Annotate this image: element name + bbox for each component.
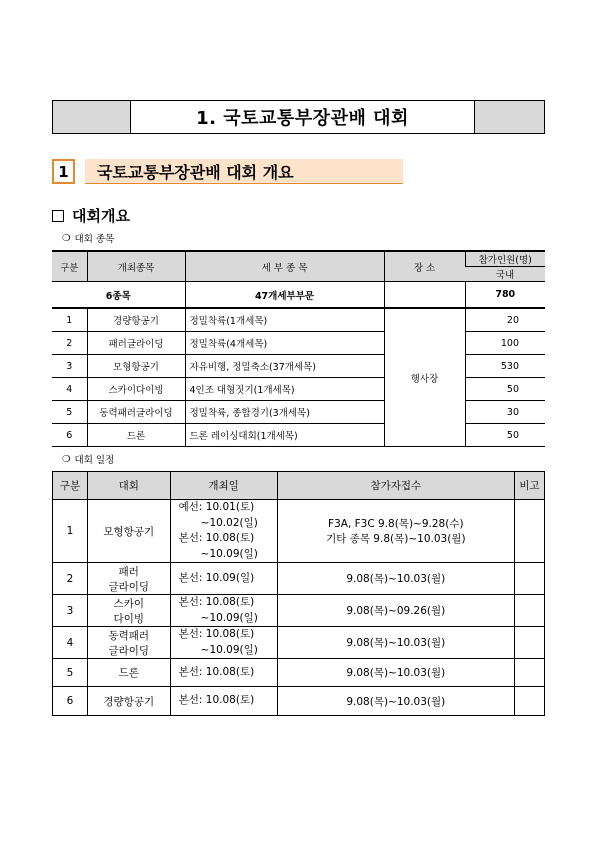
row-no: 3 (52, 355, 87, 378)
row-no: 4 (53, 627, 88, 659)
row-event: 경량항공기 (87, 308, 185, 332)
date-line: 본선: 10.09(일) (178, 571, 255, 584)
date-line: 본선: 10.08(토) (178, 628, 255, 640)
row-detail: 드론 레이싱대회(1개세목) (185, 424, 384, 447)
summary-count: 780 (465, 282, 545, 309)
date-line: ~10.09(일) (200, 611, 258, 624)
event-line: 글라이딩 (108, 580, 150, 593)
section-label: 국토교통부장관배 대회 개요 (85, 159, 403, 184)
table-row (52, 308, 545, 332)
circle-bullet-icon: ❍ (62, 453, 71, 465)
row-date (170, 627, 277, 659)
row-note (515, 500, 545, 563)
table-row (53, 659, 545, 687)
row-note (515, 687, 545, 716)
row-detail: 자유비행, 정밀축소(37개세목) (185, 355, 384, 378)
row-no: 2 (52, 332, 87, 355)
row-date (170, 595, 277, 627)
row-event: 모형항공기 (87, 500, 170, 563)
venue-merged-cell: 행사장 (384, 308, 465, 447)
header-venue: 장 소 (384, 251, 465, 282)
title-bar-left-cell (53, 101, 131, 133)
summary-detail: 47개세부부문 (185, 282, 384, 309)
subheading-events (62, 231, 114, 245)
registration-line: 9.08(목)~10.03(월) (346, 667, 446, 679)
registration-line: F3A, F3C 9.8(목)~9.28(수) (328, 518, 464, 530)
event-line: 글라이딩 (108, 644, 150, 657)
date-line: 본선: 10.08(토) (178, 665, 255, 678)
subheading-schedule (62, 452, 114, 466)
registration-line: 기타 종목 9.8(목)~10.03(월) (326, 533, 466, 545)
row-no: 6 (53, 687, 88, 716)
row-registration (277, 595, 514, 627)
table-row (53, 687, 545, 716)
table-row (52, 378, 545, 401)
table-row (52, 332, 545, 355)
row-event: 경량항공기 (87, 687, 170, 716)
row-event (87, 563, 170, 595)
circle-bullet-icon: ❍ (62, 232, 71, 244)
row-detail: 정밀착륙, 종합경기(3개세목) (185, 401, 384, 424)
summary-row (52, 282, 545, 309)
document-title: 1. 국토교통부장관배 대회 (196, 108, 409, 129)
event-line: 패러 (118, 565, 139, 578)
subheading-schedule-text: 대회 일정 (74, 455, 115, 466)
registration-line: 9.08(목)~09.26(월) (346, 605, 446, 617)
row-note (515, 563, 545, 595)
row-no: 3 (53, 595, 88, 627)
row-no: 6 (52, 424, 87, 447)
header-date: 개최일 (170, 472, 277, 500)
header-event: 대회 (87, 472, 170, 500)
header-gubun: 구분 (52, 251, 87, 282)
row-date (170, 687, 277, 716)
row-detail: 정밀착륙(4개세목) (185, 332, 384, 355)
overview-heading (52, 205, 130, 226)
row-no: 1 (53, 500, 88, 563)
date-line: 본선: 10.08(토) (178, 532, 255, 544)
row-no: 5 (52, 401, 87, 424)
row-event: 스카이다이빙 (87, 378, 185, 401)
row-date (170, 563, 277, 595)
header-event: 개최종목 (87, 251, 185, 282)
row-event: 패러글라이딩 (87, 332, 185, 355)
summary-venue (384, 282, 465, 309)
title-bar (52, 100, 545, 134)
row-registration (277, 659, 514, 687)
row-detail: 4인조 대형짓기(1개세목) (185, 378, 384, 401)
row-note (515, 595, 545, 627)
registration-line: 9.08(목)~10.03(월) (346, 637, 446, 649)
table-row (52, 355, 545, 378)
overview-heading-text: 대회개요 (72, 207, 130, 225)
square-bullet-icon (52, 210, 64, 222)
date-line: ~10.02(일) (200, 516, 258, 529)
header-domestic: 국내 (465, 267, 545, 282)
date-line: 본선: 10.08(토) (178, 596, 255, 608)
section-heading (52, 159, 403, 184)
row-no: 2 (53, 563, 88, 595)
header-gubun: 구분 (53, 472, 88, 500)
row-count: 30 (465, 401, 545, 424)
event-line: 동력패러 (108, 629, 150, 642)
schedule-header-row (53, 472, 545, 500)
row-event: 모형항공기 (87, 355, 185, 378)
table-row (52, 401, 545, 424)
header-detail: 세 부 종 목 (185, 251, 384, 282)
table-row (53, 627, 545, 659)
row-count: 50 (465, 424, 545, 447)
table-row (52, 424, 545, 447)
row-note (515, 627, 545, 659)
table-row (53, 563, 545, 595)
header-registration: 참가자접수 (277, 472, 514, 500)
date-line: ~10.09(일) (200, 547, 258, 560)
title-bar-right-cell (474, 101, 544, 133)
row-registration (277, 563, 514, 595)
row-event: 드론 (87, 424, 185, 447)
row-no: 4 (52, 378, 87, 401)
table-row (53, 500, 545, 563)
row-detail: 정밀착륙(1개세목) (185, 308, 384, 332)
section-number: 1 (52, 159, 75, 184)
row-date (170, 500, 277, 563)
row-count: 20 (465, 308, 545, 332)
row-no: 1 (52, 308, 87, 332)
row-registration (277, 687, 514, 716)
events-table (52, 250, 545, 447)
table-row (53, 595, 545, 627)
row-date (170, 659, 277, 687)
registration-line: 9.08(목)~10.03(월) (346, 573, 446, 585)
summary-event: 6종목 (52, 282, 185, 309)
header-note: 비고 (515, 472, 545, 500)
row-count: 530 (465, 355, 545, 378)
row-event: 드론 (87, 659, 170, 687)
date-line: 본선: 10.08(토) (178, 694, 255, 707)
row-registration (277, 500, 514, 563)
schedule-table (52, 471, 545, 716)
event-line: 스카이 (113, 597, 144, 610)
row-registration (277, 627, 514, 659)
row-count: 50 (465, 378, 545, 401)
row-no: 5 (53, 659, 88, 687)
header-participants: 참가인원(명) (465, 251, 545, 267)
event-line: 다이빙 (113, 612, 144, 625)
date-line: 예선: 10.01(토) (178, 501, 255, 513)
row-event (87, 595, 170, 627)
row-event (87, 627, 170, 659)
row-count: 100 (465, 332, 545, 355)
date-line: ~10.09(일) (200, 643, 258, 656)
subheading-events-text: 대회 종목 (74, 234, 115, 245)
row-event: 동력패러글라이딩 (87, 401, 185, 424)
row-note (515, 659, 545, 687)
registration-line: 9.08(목)~10.03(월) (346, 695, 446, 708)
